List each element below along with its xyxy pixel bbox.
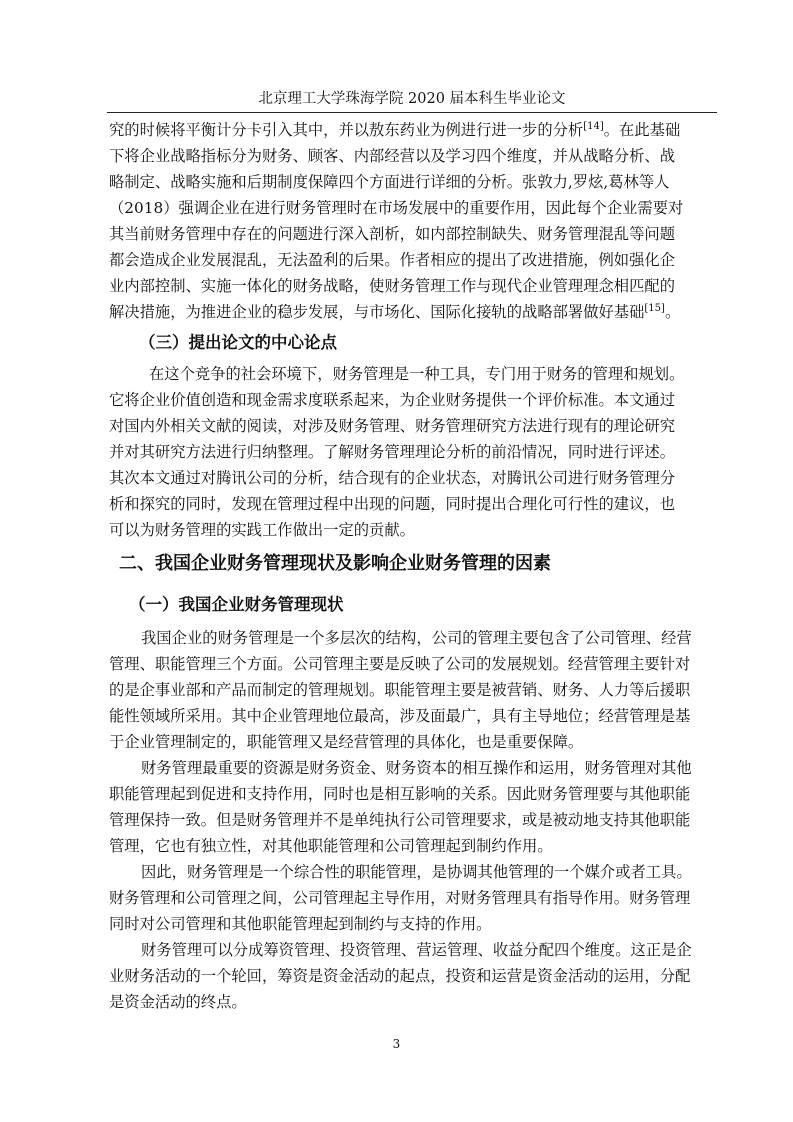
text-line: 析和探究的同时，发现在管理过程中出现的问题，同时提出合理化可行性的建议，也 <box>109 495 675 513</box>
text-line: 它将企业价值创造和现金需求度联系起来，为企业财务提供一个评价标准。本文通过 <box>109 391 675 409</box>
citation-14: [14] <box>583 121 604 132</box>
text-line: 略制定、战略实施和后期制度保障四个方面进行详细的分析。张敦力,罗炫,葛林等人 <box>109 173 670 191</box>
page-header: 北京理工大学珠海学院 2020 届本科生毕业论文 <box>258 91 566 107</box>
paragraph-structure <box>109 625 719 755</box>
text-line: 都会造成企业发展混乱，无法盈利的后果。作者相应的提出了改进措施，例如强化企 <box>109 251 675 269</box>
page-number: 3 <box>392 1037 401 1051</box>
text-line: 能性领域所采用。其中企业管理地位最高，涉及面最广，具有主导地位；经营管理是基 <box>109 707 691 725</box>
paragraph-resources <box>109 755 719 859</box>
text-line: 财务管理最重要的资源是财务资金、财务资本的相互操作和运用，财务管理对其他 <box>141 759 692 777</box>
text-line: 财务管理可以分成筹资管理、投资管理、营运管理、收益分配四个维度。这正是企 <box>141 941 692 959</box>
text-line: 是资金活动的终点。 <box>109 993 247 1011</box>
text-line: 对国内外相关文献的阅读，对涉及财务管理、财务管理研究方法进行现有的理论研究 <box>109 417 675 435</box>
paragraph-central-argument <box>109 361 719 543</box>
text-line: 在这个竞争的社会环境下，财务管理是一种工具，专门用于财务的管理和规划。 <box>149 365 685 383</box>
text-line: （2018）强调企业在进行财务管理时在市场发展中的重要作用，因此每个企业需要对 <box>109 199 684 217</box>
chapter-heading: 二、我国企业财务管理现状及影响企业财务管理的因素 <box>119 553 551 574</box>
text-line: 其次本文通过对腾讯公司的分析，结合现有的企业状态，对腾讯公司进行财务管理分 <box>109 469 675 487</box>
text-line: 究的时候将平衡计分卡引入其中，并以敖东药业为例进行进一步的分析[14]。在此基础 <box>109 121 681 139</box>
text-line: 于企业管理制定的，职能管理又是经营管理的具体化，也是重要保障。 <box>109 733 584 751</box>
text-line: 其当前财务管理中存在的问题进行深入剖析，如内部控制缺失、财务管理混乱等问题 <box>109 225 675 243</box>
text-line: 同时对公司管理和其他职能管理起到制约与支持的作用。 <box>109 915 492 933</box>
text-line: 管理保持一致。但是财务管理并不是单纯执行公司管理要求，或是被动地支持其他职能 <box>109 811 691 829</box>
text-line: 解决措施，为推进企业的稳步发展，与市场化、国际化接轨的战略部署做好基础[15]。 <box>109 303 681 321</box>
paragraph-integration <box>109 859 719 937</box>
text-line: 业内部控制、实施一体化的财务战略，使财务管理工作与现代企业管理理念相匹配的 <box>109 277 675 295</box>
paragraph-dimensions <box>109 937 719 1015</box>
text-line: 我国企业的财务管理是一个多层次的结构，公司的管理主要包含了公司管理、经营 <box>141 629 692 647</box>
section-heading-current-status: （一）我国企业财务管理现状 <box>129 595 344 614</box>
text-line: 业财务活动的一个轮回，筹资是资金活动的起点，投资和运营是资金活动的运用，分配 <box>109 967 691 985</box>
text-line: 并对其研究方法进行归纳整理。了解财务管理理论分析的前沿情况，同时进行评述。 <box>109 443 675 461</box>
text-line: 下将企业战略指标分为财务、顾客、内部经营以及学习四个维度，并从战略分析、战 <box>109 147 675 165</box>
text-line: 管理，它也有独立性，对其他职能管理和公司管理起到制约作用。 <box>109 837 553 855</box>
header-rule <box>107 112 717 113</box>
citation-15: [15] <box>644 303 665 314</box>
paragraph-literature-review <box>109 117 719 325</box>
body-text <box>109 117 719 1015</box>
text-line: 管理、职能管理三个方面。公司管理主要是反映了公司的发展规划。经营管理主要针对 <box>109 655 691 673</box>
section-heading-central-argument: （三）提出论文的中心论点 <box>139 333 337 352</box>
text-line: 可以为财务管理的实践工作做出一定的贡献。 <box>109 521 415 539</box>
text-line: 的是企事业部和产品而制定的管理规划。职能管理主要是被营销、财务、人力等后援职 <box>109 681 691 699</box>
text-line: 职能管理起到促进和支持作用，同时也是相互影响的关系。因此财务管理要与其他职能 <box>109 785 691 803</box>
text-line: 财务管理和公司管理之间，公司管理起主导作用，对财务管理具有指导作用。财务管理 <box>109 889 691 907</box>
text-line: 因此，财务管理是一个综合性的职能管理，是协调其他管理的一个媒介或者工具。 <box>141 863 692 881</box>
